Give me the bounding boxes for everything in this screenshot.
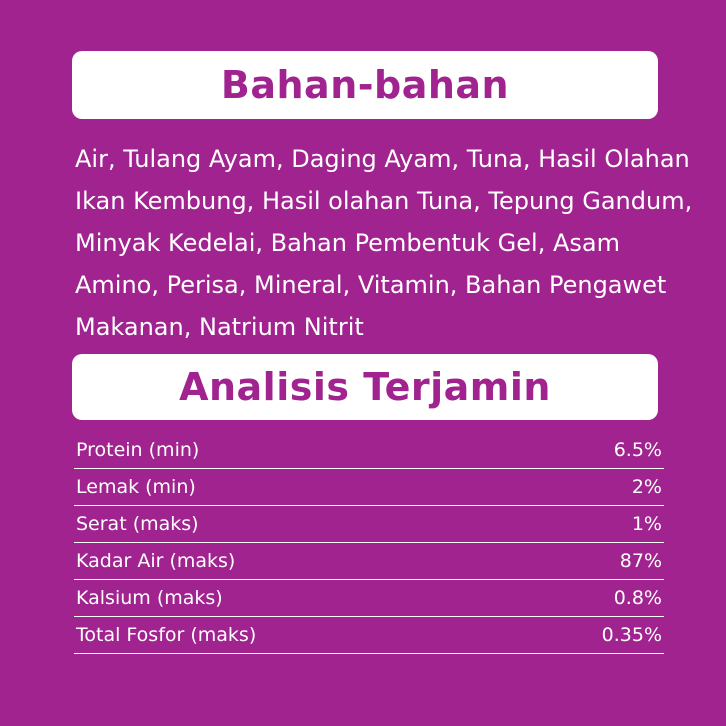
analysis-header bbox=[72, 354, 658, 420]
analysis-title: Analisis Terjamin bbox=[179, 365, 551, 409]
row-label: Kadar Air (maks) bbox=[76, 550, 236, 572]
table-row bbox=[74, 617, 664, 654]
row-value: 0.35% bbox=[601, 624, 662, 646]
table-row bbox=[74, 506, 664, 543]
row-label: Total Fosfor (maks) bbox=[76, 624, 257, 646]
table-row bbox=[74, 432, 664, 469]
row-label: Lemak (min) bbox=[76, 476, 196, 498]
ingredients-list: Air, Tulang Ayam, Daging Ayam, Tuna, Hasil Olahan Ikan Kembung, Hasil olahan Tuna, Tepung Gandum, Minyak Kedelai, Bahan Pembentuk Gel, Asam Amino, Perisa, Mineral, Vitamin, Bahan Pengawet Makanan, Natrium Nitrit bbox=[75, 145, 693, 341]
row-label: Kalsium (maks) bbox=[76, 587, 223, 609]
row-value: 2% bbox=[631, 476, 662, 498]
table-row bbox=[74, 543, 664, 580]
row-label: Serat (maks) bbox=[76, 513, 199, 535]
row-value: 87% bbox=[619, 550, 662, 572]
row-value: 0.8% bbox=[613, 587, 662, 609]
analysis-table bbox=[74, 432, 664, 654]
table-row bbox=[74, 580, 664, 617]
ingredients-header bbox=[72, 51, 658, 119]
row-label: Protein (min) bbox=[76, 439, 200, 461]
ingredients-title: Bahan-bahan bbox=[220, 63, 510, 107]
row-value: 6.5% bbox=[613, 439, 662, 461]
row-value: 1% bbox=[631, 513, 662, 535]
table-row bbox=[74, 469, 664, 506]
